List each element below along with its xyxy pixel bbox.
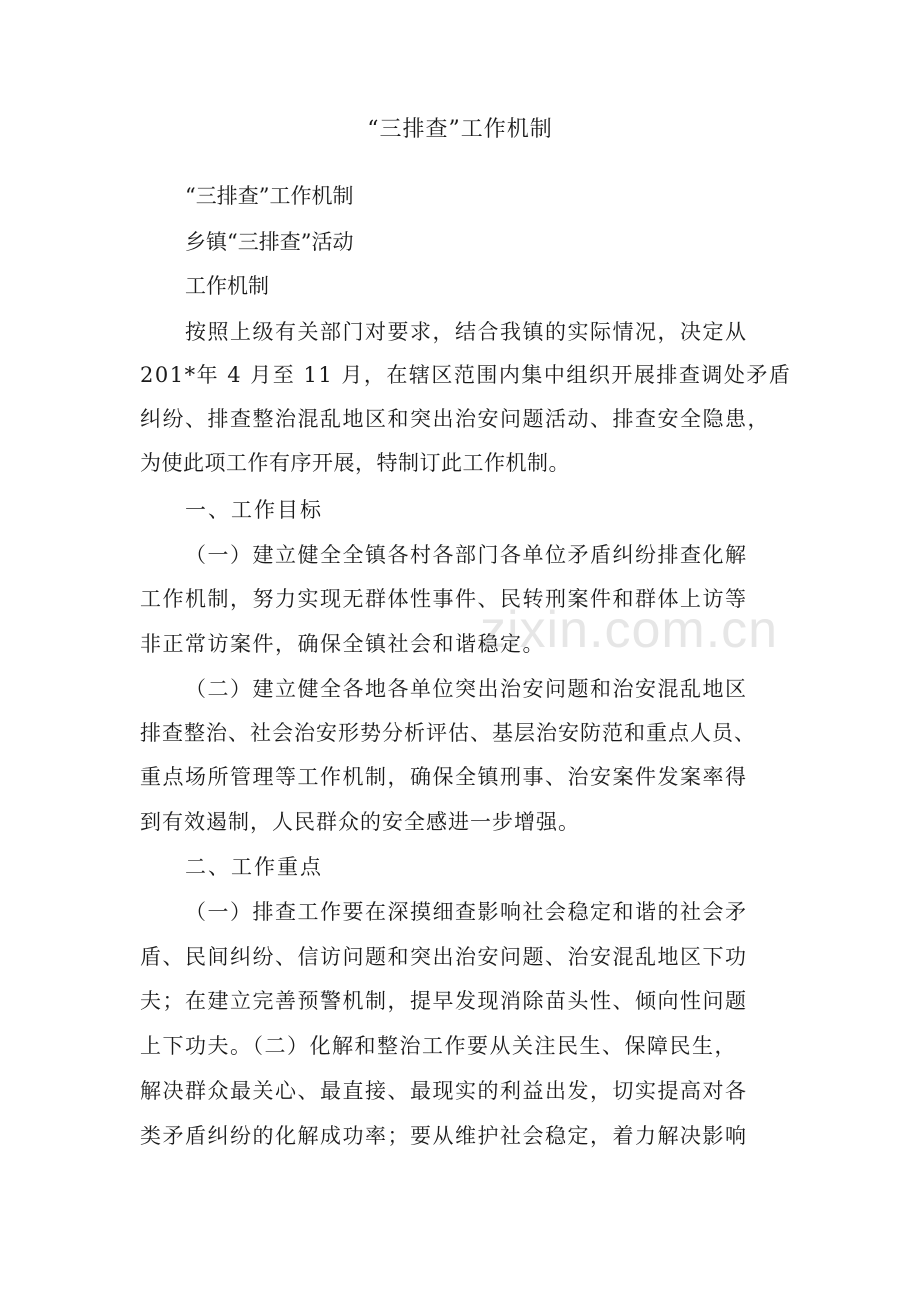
- paragraph-line: （一）排查工作要在深摸细查影响社会稳定和谐的社会矛: [185, 900, 748, 924]
- paragraph-line: 按照上级有关部门对要求，结合我镇的实际情况，决定从: [185, 320, 748, 344]
- paragraph-line: 盾、民间纠纷、信访问题和突出治安问题、治安混乱地区下功: [140, 945, 748, 969]
- paragraph-line: 类矛盾纠纷的化解成功率；要从维护社会稳定，着力解决影响: [140, 1124, 748, 1148]
- document-title: “三排查”工作机制: [367, 117, 553, 142]
- watermark: zixin.com.cn: [480, 601, 779, 659]
- paragraph-line: 工作机制，努力实现无群体性事件、民转刑案件和群体上访等: [140, 587, 748, 611]
- paragraph-line: 非正常访案件，确保全镇社会和谐稳定。: [140, 632, 545, 656]
- paragraph-line: 重点场所管理等工作机制，确保全镇刑事、治安案件发案率得: [140, 765, 748, 789]
- paragraph-line: “三排查”工作机制: [185, 184, 354, 208]
- paragraph-line: 纠纷、排查整治混乱地区和突出治安问题活动、排查安全隐患，: [140, 407, 770, 431]
- paragraph-line: 解决群众最关心、最直接、最现实的利益出发，切实提高对各: [140, 1079, 748, 1103]
- paragraph-line: （二）建立健全各地各单位突出治安问题和治安混乱地区: [185, 677, 748, 701]
- paragraph-line: 工作机制: [185, 274, 269, 298]
- paragraph-line: 201*年 4 月至 11 月，在辖区范围内集中组织开展排查调处矛盾: [140, 363, 792, 387]
- section-heading: 一、工作目标: [185, 498, 323, 522]
- paragraph-line: 上下功夫。（二）化解和整治工作要从关注民生、保障民生，: [140, 1034, 737, 1058]
- paragraph-line: 为使此项工作有序开展，特制订此工作机制。: [140, 451, 570, 475]
- paragraph-line: 排查整治、社会治安形势分析评估、基层治安防范和重点人员、: [140, 721, 756, 745]
- paragraph-line: （一）建立健全全镇各村各部门各单位矛盾纠纷排查化解: [185, 543, 748, 567]
- paragraph-line: 乡镇“三排查”活动: [185, 230, 354, 254]
- paragraph-line: 夫；在建立完善预警机制，提早发现消除苗头性、倾向性问题: [140, 989, 748, 1013]
- paragraph-line: 到有效遏制，人民群众的安全感进一步增强。: [140, 810, 580, 834]
- section-heading: 二、工作重点: [185, 855, 323, 879]
